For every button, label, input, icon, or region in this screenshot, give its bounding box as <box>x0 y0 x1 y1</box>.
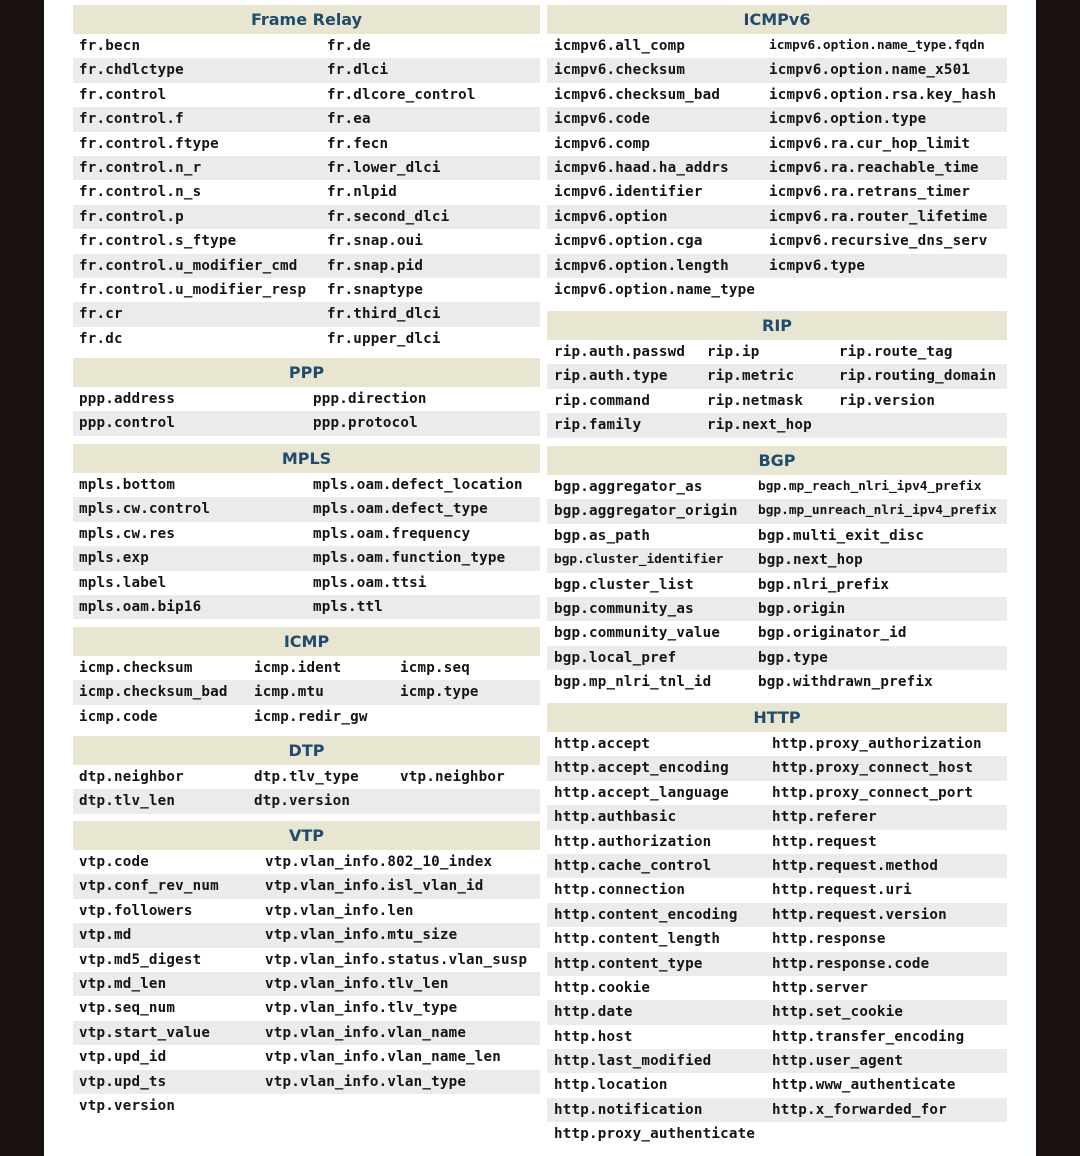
field-name: bgp.aggregator_as <box>554 479 703 495</box>
field-name: vtp.vlan_info.len <box>265 902 414 919</box>
table-row <box>73 522 540 546</box>
field-name: dtp.neighbor <box>79 769 184 785</box>
table-row <box>73 229 540 253</box>
field-name: dtp.version <box>254 793 351 810</box>
field-name: icmpv6.type <box>769 257 866 274</box>
field-name: fr.lower_dlci <box>327 159 441 176</box>
table-row <box>547 278 1007 302</box>
field-name: fr.control.u_modifier_cmd <box>79 257 298 274</box>
field-name: vtp.start_value <box>79 1024 211 1041</box>
table-row <box>73 972 540 996</box>
table-row <box>73 571 540 595</box>
table-row <box>73 132 540 156</box>
field-name: vtp.vlan_info.status.vlan_susp <box>265 951 528 968</box>
table-row <box>73 205 540 229</box>
field-name: fr.dc <box>79 330 123 347</box>
field-name: fr.control.s_ftype <box>79 233 237 250</box>
section-title: Frame Relay <box>73 5 540 34</box>
table-row <box>73 107 540 131</box>
field-name: fr.control.p <box>79 208 184 225</box>
field-name: rip.auth.passwd <box>554 344 686 360</box>
table-row <box>547 927 1007 951</box>
section-bgp <box>547 446 1007 695</box>
field-name: fr.de <box>327 38 371 54</box>
field-name: rip.command <box>554 392 651 409</box>
field-name: icmp.checksum_bad <box>79 684 228 701</box>
field-name: mpls.bottom <box>79 477 176 493</box>
table-row <box>73 497 540 521</box>
field-name: vtp.code <box>79 854 149 870</box>
field-name: vtp.md5_digest <box>79 951 202 968</box>
section-title: MPLS <box>73 444 540 473</box>
field-name: http.request.version <box>772 906 947 923</box>
field-name: mpls.oam.defect_location <box>313 477 523 493</box>
field-name: icmpv6.recursive_dns_serv <box>769 233 988 250</box>
field-name: bgp.next_hop <box>758 552 863 569</box>
table-row <box>547 34 1007 58</box>
table-row <box>73 789 540 813</box>
field-name: icmpv6.ra.cur_hop_limit <box>769 135 971 152</box>
field-name: icmpv6.code <box>554 111 651 128</box>
field-name: vtp.seq_num <box>79 1000 176 1017</box>
field-name: http.referer <box>772 809 877 826</box>
table-row <box>547 597 1007 621</box>
field-name: fr.second_dlci <box>327 208 450 225</box>
field-name: icmpv6.comp <box>554 135 651 152</box>
field-name: icmpv6.all_comp <box>554 38 686 54</box>
field-name: icmpv6.option.name_x501 <box>769 62 971 79</box>
field-name: icmpv6.haad.ha_addrs <box>554 159 729 176</box>
field-name: mpls.cw.control <box>79 501 211 518</box>
table-row <box>73 680 540 704</box>
table-row <box>73 948 540 972</box>
field-name: vtp.vlan_info.tlv_len <box>265 975 449 992</box>
field-name: fr.control.ftype <box>79 135 219 152</box>
table-row <box>547 499 1007 523</box>
field-name: icmp.mtu <box>254 684 324 701</box>
field-name: http.content_length <box>554 931 721 948</box>
table-row <box>73 1021 540 1045</box>
field-name: vtp.upd_ts <box>79 1073 167 1090</box>
table-row <box>73 996 540 1020</box>
field-name: icmpv6.ra.router_lifetime <box>769 208 988 225</box>
table-row <box>547 107 1007 131</box>
table-row <box>73 705 540 729</box>
field-name: http.proxy_connect_host <box>772 760 974 777</box>
field-name: http.notification <box>554 1101 703 1118</box>
field-name: fr.control.n_s <box>79 184 202 201</box>
field-name: icmpv6.option.rsa.key_hash <box>769 86 997 103</box>
table-row <box>547 830 1007 854</box>
field-name: mpls.label <box>79 574 167 591</box>
field-name: icmpv6.option.length <box>554 257 729 274</box>
field-name: bgp.mp_unreach_nlri_ipv4_prefix <box>758 503 997 519</box>
table-row <box>547 389 1007 413</box>
table-row <box>547 475 1007 499</box>
field-name: fr.control.n_r <box>79 159 202 176</box>
field-name: bgp.community_as <box>554 600 694 617</box>
field-name: bgp.origin <box>758 600 846 617</box>
section-vtp <box>73 821 540 1118</box>
field-name: rip.family <box>554 417 642 434</box>
field-name: http.location <box>554 1077 668 1094</box>
field-name: icmpv6.option.name_type <box>554 281 756 298</box>
field-name: dtp.tlv_len <box>79 793 176 810</box>
field-name: bgp.community_value <box>554 625 721 642</box>
table-row <box>547 781 1007 805</box>
field-name: vtp.vlan_info.802_10_index <box>265 854 493 870</box>
field-name: http.accept_language <box>554 784 729 801</box>
field-name: mpls.oam.bip16 <box>79 598 202 615</box>
field-name: http.proxy_authenticate <box>554 1126 756 1143</box>
field-name: rip.route_tag <box>839 344 953 360</box>
field-name: vtp.vlan_info.vlan_name_len <box>265 1049 502 1066</box>
field-name: fr.snap.oui <box>327 233 424 250</box>
field-name: mpls.cw.res <box>79 525 176 542</box>
field-name: vtp.vlan_info.isl_vlan_id <box>265 878 484 895</box>
section-title: DTP <box>73 736 540 765</box>
field-name: http.user_agent <box>772 1053 904 1070</box>
table-row <box>547 952 1007 976</box>
field-name: icmpv6.option.cga <box>554 233 703 250</box>
field-name: bgp.originator_id <box>758 625 907 642</box>
field-name: bgp.as_path <box>554 527 651 544</box>
table-row <box>547 854 1007 878</box>
field-name: http.last_modified <box>554 1053 712 1070</box>
field-name: icmpv6.checksum <box>554 62 686 79</box>
field-name: http.authorization <box>554 833 712 850</box>
field-name: fr.cr <box>79 306 123 323</box>
field-name: fr.chdlctype <box>79 62 184 79</box>
field-name: icmp.ident <box>254 660 342 676</box>
field-name: vtp.vlan_info.vlan_name <box>265 1024 467 1041</box>
field-name: vtp.neighbor <box>400 769 505 785</box>
table-row <box>73 546 540 570</box>
table-row <box>547 1025 1007 1049</box>
field-name: http.response <box>772 931 886 948</box>
section-title: ICMPv6 <box>547 5 1007 34</box>
field-name: http.accept_encoding <box>554 760 729 777</box>
table-row <box>73 1070 540 1094</box>
field-name: vtp.md <box>79 927 132 944</box>
table-row <box>73 278 540 302</box>
table-row <box>547 156 1007 180</box>
table-row <box>73 58 540 82</box>
field-name: rip.netmask <box>707 392 804 409</box>
field-name: mpls.oam.ttsi <box>313 574 427 591</box>
field-name: icmp.checksum <box>79 660 193 676</box>
field-name: ppp.control <box>79 415 176 432</box>
field-name: http.server <box>772 979 869 996</box>
table-row <box>73 254 540 278</box>
section-title: VTP <box>73 821 540 850</box>
table-row <box>73 595 540 619</box>
field-name: mpls.oam.defect_type <box>313 501 488 518</box>
table-row <box>547 254 1007 278</box>
field-name: fr.third_dlci <box>327 306 441 323</box>
table-row <box>547 1098 1007 1122</box>
section-http <box>547 703 1007 1147</box>
table-row <box>547 903 1007 927</box>
field-name: http.cookie <box>554 979 651 996</box>
section-mpls <box>73 444 540 619</box>
field-name: icmpv6.identifier <box>554 184 703 201</box>
field-name: http.content_encoding <box>554 906 738 923</box>
table-row <box>547 1049 1007 1073</box>
field-name: http.connection <box>554 882 686 899</box>
table-row <box>547 548 1007 572</box>
field-name: vtp.vlan_info.mtu_size <box>265 927 458 944</box>
field-name: bgp.mp_nlri_tnl_id <box>554 674 712 691</box>
field-name: fr.dlci <box>327 62 389 79</box>
section-title: HTTP <box>547 703 1007 732</box>
table-row <box>547 364 1007 388</box>
reference-sheet <box>44 0 1036 1156</box>
field-name: rip.version <box>839 392 936 409</box>
table-row <box>73 473 540 497</box>
table-row <box>547 732 1007 756</box>
table-row <box>547 670 1007 694</box>
field-name: http.host <box>554 1028 633 1045</box>
field-name: icmpv6.checksum_bad <box>554 86 721 103</box>
table-row <box>547 524 1007 548</box>
field-name: http.date <box>554 1004 633 1021</box>
table-row <box>73 387 540 411</box>
table-row <box>547 205 1007 229</box>
field-name: icmp.code <box>79 708 158 725</box>
section-title: ICMP <box>73 627 540 656</box>
field-name: ppp.protocol <box>313 415 418 432</box>
field-name: fr.control.f <box>79 111 184 128</box>
field-name: http.response.code <box>772 955 930 972</box>
field-name: rip.routing_domain <box>839 368 997 385</box>
field-name: fr.upper_dlci <box>327 330 441 347</box>
table-row <box>73 923 540 947</box>
section-icmp <box>73 627 540 729</box>
field-name: bgp.multi_exit_disc <box>758 527 925 544</box>
field-name: fr.control.u_modifier_resp <box>79 281 307 298</box>
field-name: mpls.exp <box>79 550 149 567</box>
table-row <box>73 34 540 58</box>
table-row <box>547 340 1007 364</box>
field-name: http.accept <box>554 736 651 752</box>
section-icmpv6 <box>547 5 1007 302</box>
field-name: http.transfer_encoding <box>772 1028 965 1045</box>
table-row <box>547 976 1007 1000</box>
field-name: mpls.oam.frequency <box>313 525 471 542</box>
table-row <box>547 1000 1007 1024</box>
field-name: vtp.version <box>79 1097 176 1114</box>
table-row <box>547 756 1007 780</box>
section-rip <box>547 311 1007 438</box>
field-name: ppp.direction <box>313 391 427 407</box>
field-name: http.proxy_authorization <box>772 736 982 752</box>
field-name: bgp.cluster_list <box>554 576 694 593</box>
field-name: vtp.vlan_info.tlv_type <box>265 1000 458 1017</box>
field-name: http.proxy_connect_port <box>772 784 974 801</box>
field-name: vtp.followers <box>79 902 193 919</box>
field-name: rip.metric <box>707 368 795 385</box>
field-name: icmpv6.ra.reachable_time <box>769 159 979 176</box>
table-row <box>73 180 540 204</box>
table-row <box>73 1094 540 1118</box>
section-title: PPP <box>73 358 540 387</box>
section-title: BGP <box>547 446 1007 475</box>
table-row <box>547 878 1007 902</box>
field-name: icmpv6.option <box>554 208 668 225</box>
field-name: rip.auth.type <box>554 368 668 385</box>
table-row <box>73 850 540 874</box>
table-row <box>73 327 540 351</box>
field-name: fr.ea <box>327 111 371 128</box>
field-name: fr.nlpid <box>327 184 397 201</box>
field-name: mpls.ttl <box>313 598 383 615</box>
field-name: mpls.oam.function_type <box>313 550 506 567</box>
table-row <box>547 180 1007 204</box>
field-name: http.set_cookie <box>772 1004 904 1021</box>
field-name: fr.becn <box>79 38 141 54</box>
field-name: bgp.mp_reach_nlri_ipv4_prefix <box>758 479 982 494</box>
table-row <box>547 83 1007 107</box>
table-row <box>547 413 1007 437</box>
table-row <box>547 58 1007 82</box>
field-name: bgp.cluster_identifier <box>554 552 724 568</box>
field-name: icmpv6.option.type <box>769 111 927 128</box>
field-name: icmpv6.ra.retrans_timer <box>769 184 971 201</box>
field-name: ppp.address <box>79 391 176 407</box>
field-name: bgp.withdrawn_prefix <box>758 674 933 691</box>
field-name: rip.next_hop <box>707 417 812 434</box>
field-name: icmpv6.option.name_type.fqdn <box>769 38 985 53</box>
table-row <box>73 156 540 180</box>
field-name: http.cache_control <box>554 857 712 874</box>
table-row <box>547 621 1007 645</box>
table-row <box>547 132 1007 156</box>
field-name: fr.snaptype <box>327 281 424 298</box>
field-name: dtp.tlv_type <box>254 769 359 785</box>
field-name: fr.fecn <box>327 135 389 152</box>
field-name: vtp.md_len <box>79 975 167 992</box>
field-name: http.request.method <box>772 857 939 874</box>
field-name: fr.dlcore_control <box>327 86 476 103</box>
section-frame-relay <box>73 5 540 351</box>
field-name: bgp.local_pref <box>554 649 677 666</box>
field-name: bgp.nlri_prefix <box>758 576 890 593</box>
table-row <box>73 656 540 680</box>
table-row <box>547 646 1007 670</box>
table-row <box>547 573 1007 597</box>
field-name: http.x_forwarded_for <box>772 1101 947 1118</box>
field-name: fr.control <box>79 86 167 103</box>
table-row <box>73 83 540 107</box>
field-name: icmp.type <box>400 684 479 701</box>
field-name: http.www_authenticate <box>772 1077 956 1094</box>
field-name: http.content_type <box>554 955 703 972</box>
table-row <box>547 229 1007 253</box>
table-row <box>73 899 540 923</box>
field-name: icmp.seq <box>400 660 470 676</box>
table-row <box>547 1122 1007 1146</box>
section-dtp <box>73 736 540 814</box>
table-row <box>73 302 540 326</box>
field-name: http.request <box>772 833 877 850</box>
field-name: rip.ip <box>707 344 760 360</box>
table-row <box>547 805 1007 829</box>
field-name: http.request.uri <box>772 882 912 899</box>
table-row <box>73 765 540 789</box>
section-ppp <box>73 358 540 436</box>
table-row <box>73 1045 540 1069</box>
field-name: icmp.redir_gw <box>254 708 368 725</box>
field-name: fr.snap.pid <box>327 257 424 274</box>
field-name: vtp.upd_id <box>79 1049 167 1066</box>
section-title: RIP <box>547 311 1007 340</box>
table-row <box>547 1073 1007 1097</box>
table-row <box>73 411 540 435</box>
field-name: bgp.aggregator_origin <box>554 503 738 520</box>
table-row <box>73 874 540 898</box>
field-name: vtp.conf_rev_num <box>79 878 219 895</box>
field-name: vtp.vlan_info.vlan_type <box>265 1073 467 1090</box>
field-name: http.authbasic <box>554 809 677 826</box>
field-name: bgp.type <box>758 649 828 666</box>
